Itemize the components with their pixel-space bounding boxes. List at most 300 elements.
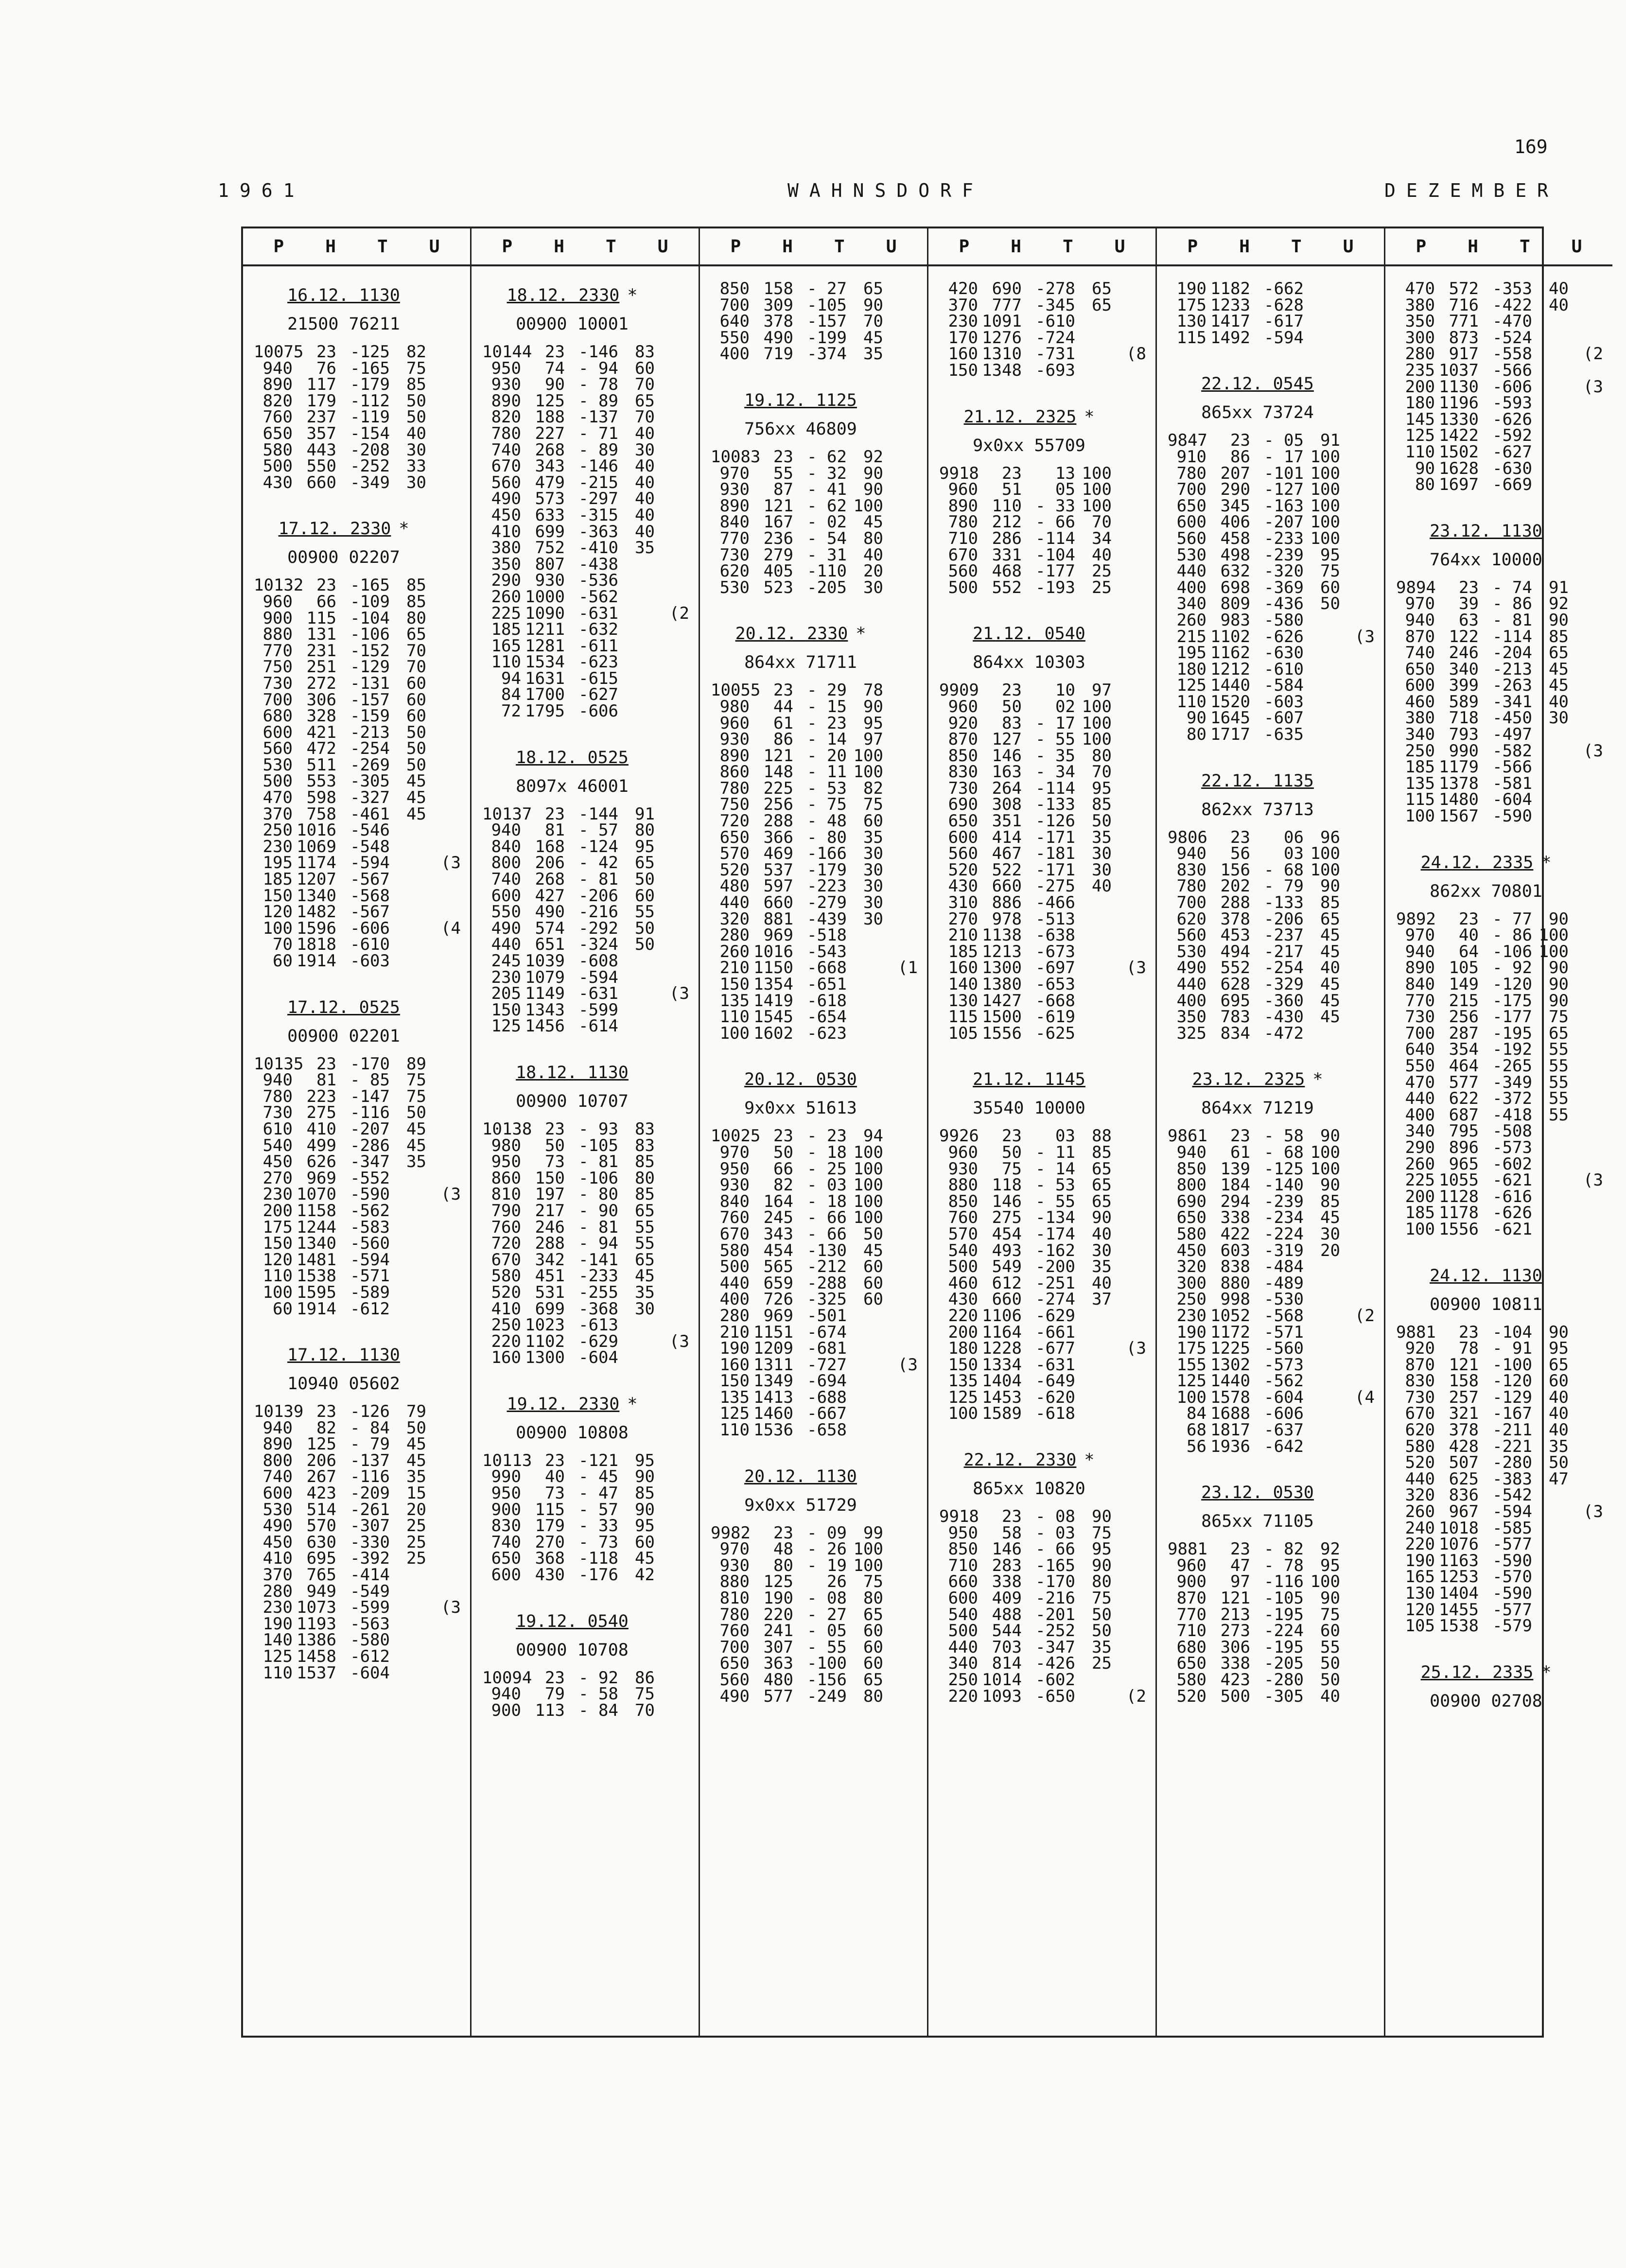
cell-pressure: 740 <box>491 440 521 460</box>
cell-temperature: -573 <box>1264 1355 1304 1375</box>
cell-temperature: -603 <box>350 951 390 971</box>
table-row <box>939 1341 1155 1357</box>
cell-height: 125 <box>535 391 565 411</box>
cell-pressure: 530 <box>1176 942 1206 961</box>
cell-height: 1556 <box>982 1023 1022 1043</box>
cell-note: (2 <box>669 603 689 623</box>
cell-note <box>426 1203 470 1220</box>
cell-temperature: -137 <box>350 1450 390 1470</box>
cell-note <box>426 475 470 491</box>
cell-note <box>1112 1390 1155 1406</box>
cell-height: 23 <box>545 1450 565 1470</box>
cell-temperature: - 86 <box>1492 594 1532 614</box>
cell-temperature: - 81 <box>578 1217 618 1237</box>
table-row <box>711 1686 927 1706</box>
cell-humidity <box>390 872 426 888</box>
cell-pressure: 9881 <box>1168 1539 1207 1559</box>
cell-pressure: 500 <box>948 577 978 597</box>
cell-height: 272 <box>306 673 336 693</box>
cell-pressure: 220 <box>948 1686 978 1706</box>
table-row <box>1168 878 1384 895</box>
cell-humidity: 85 <box>1320 1191 1340 1211</box>
table-row <box>482 967 699 987</box>
cell-humidity: 80 <box>635 820 655 840</box>
cell-height: 1130 <box>1439 377 1479 397</box>
table-row <box>1396 1536 1612 1553</box>
cell-height: 807 <box>535 554 565 574</box>
cell-note <box>655 1252 699 1269</box>
cell-humidity: 50 <box>1092 1621 1112 1641</box>
cell-height: 771 <box>1449 312 1479 331</box>
cell-temperature: -627 <box>1492 442 1532 462</box>
cell-humidity: 100 <box>1310 844 1340 864</box>
cell-humidity <box>1532 428 1569 444</box>
cell-height: 969 <box>763 1306 793 1326</box>
cell-humidity: 40 <box>1320 1686 1340 1706</box>
table-row <box>254 918 470 938</box>
cell-temperature: -599 <box>350 1598 390 1618</box>
table-row <box>1168 1275 1384 1292</box>
cell-pressure: 105 <box>1405 1616 1435 1636</box>
sounding-date-time: 23.12. 1130 <box>1430 521 1542 541</box>
cell-temperature: -261 <box>350 1500 390 1519</box>
cell-note <box>1340 1590 1384 1607</box>
table-row <box>711 682 927 699</box>
cell-height: 1016 <box>297 820 336 840</box>
cell-note <box>426 741 470 757</box>
cell-height: 121 <box>1449 1355 1479 1375</box>
cell-note <box>655 458 699 475</box>
cell-pressure: 150 <box>491 1000 521 1020</box>
table-row <box>482 442 699 459</box>
cell-temperature: -106 <box>578 1168 618 1188</box>
table-row <box>711 463 927 483</box>
cell-humidity <box>847 1422 883 1439</box>
cell-note <box>426 442 470 459</box>
cell-pressure: 150 <box>948 1355 978 1375</box>
cell-height: 632 <box>1220 561 1250 581</box>
cell-height: 500 <box>1220 1686 1250 1706</box>
cell-note <box>655 589 699 606</box>
cell-temperature: -195 <box>1264 1605 1304 1624</box>
cell-height: 1697 <box>1439 475 1479 495</box>
cell-note <box>883 1574 927 1590</box>
sounding-code: 00900 02201 <box>287 1026 400 1046</box>
table-row <box>1396 1042 1612 1058</box>
sounding-title <box>482 747 662 769</box>
table-row <box>254 1186 470 1203</box>
cell-temperature: - 90 <box>578 1201 618 1221</box>
cell-pressure: 9892 <box>1396 909 1436 929</box>
cell-note <box>1569 993 1612 1010</box>
cell-humidity: 50 <box>635 935 655 955</box>
table-row <box>254 1072 470 1089</box>
cell-pressure: 720 <box>491 1234 521 1254</box>
cell-note <box>1340 977 1384 993</box>
table-row <box>939 563 1155 580</box>
cell-note <box>883 1275 927 1292</box>
cell-height: 1534 <box>525 652 565 672</box>
cell-note <box>1340 449 1384 466</box>
cell-pressure: 780 <box>1176 463 1206 483</box>
table-row <box>711 1023 927 1043</box>
cell-temperature: -619 <box>1035 1007 1075 1027</box>
table-row <box>711 1607 927 1623</box>
cell-height: 703 <box>992 1637 1022 1657</box>
cell-temperature: -233 <box>578 1266 618 1286</box>
cell-pressure: 130 <box>1176 312 1206 331</box>
cell-note <box>426 1469 470 1485</box>
cell-pressure: 730 <box>1405 1387 1435 1407</box>
table-row <box>254 1086 470 1106</box>
sounding-code: 764xx 10000 <box>1430 550 1542 570</box>
cell-height: 414 <box>992 827 1022 847</box>
cell-height: 1404 <box>982 1371 1022 1391</box>
cell-note <box>1112 547 1155 564</box>
cell-temperature: - 94 <box>578 1234 618 1254</box>
cell-humidity: 40 <box>1549 1387 1569 1407</box>
cell-humidity: 80 <box>1092 746 1112 766</box>
cell-note <box>1569 1075 1612 1091</box>
cell-note <box>1340 1128 1384 1145</box>
cell-humidity <box>1304 1439 1340 1455</box>
cell-height: 1386 <box>297 1630 336 1650</box>
cell-temperature: -223 <box>807 876 847 896</box>
cell-note <box>1569 1602 1612 1619</box>
cell-temperature: -131 <box>350 673 390 693</box>
cell-height: 23 <box>316 1402 336 1422</box>
table-row <box>711 1406 927 1422</box>
cell-height: 1300 <box>982 958 1022 978</box>
cell-note <box>1340 1259 1384 1275</box>
cell-note <box>655 687 699 703</box>
cell-humidity: 100 <box>1310 1572 1340 1592</box>
column-header-label: P <box>959 236 970 257</box>
table-row <box>482 491 699 507</box>
column-header-label: T <box>377 236 388 257</box>
cell-height: 1179 <box>1439 757 1479 777</box>
cell-temperature: -200 <box>1035 1257 1075 1277</box>
cell-pressure: 930 <box>948 1159 978 1179</box>
sounding-block <box>1396 1662 1612 1712</box>
sounding-block <box>1396 852 1612 1238</box>
cell-note <box>1340 1275 1384 1292</box>
cell-note <box>1569 1390 1612 1406</box>
cell-pressure: 940 <box>262 1070 293 1090</box>
column-header-label: T <box>1520 236 1530 257</box>
cell-pressure: 135 <box>719 991 750 1011</box>
cell-height: 690 <box>992 279 1022 298</box>
cell-pressure: 470 <box>1405 279 1435 298</box>
cell-temperature: 13 <box>1055 463 1075 483</box>
cell-height: 1700 <box>525 685 565 705</box>
cell-height: 1628 <box>1439 458 1479 478</box>
table-row <box>1396 1520 1612 1537</box>
cell-height: 23 <box>1230 827 1250 847</box>
cell-humidity: 78 <box>863 680 883 700</box>
cell-temperature: - 62 <box>807 496 847 516</box>
cell-temperature: -368 <box>578 1299 618 1319</box>
table-row <box>1396 1023 1612 1043</box>
cell-note <box>1340 710 1384 727</box>
cell-temperature: -140 <box>1264 1175 1304 1195</box>
cell-humidity <box>1532 1172 1569 1189</box>
cell-note <box>655 540 699 557</box>
sounding-block <box>482 1611 699 1719</box>
cell-height: 167 <box>763 512 793 532</box>
cell-note <box>1569 461 1612 477</box>
cell-humidity: 30 <box>863 909 883 929</box>
cell-height: 552 <box>1220 958 1250 978</box>
sounding-date-time: 18.12. 2330 <box>507 286 620 305</box>
cell-height: 217 <box>535 1201 565 1221</box>
cell-note <box>655 442 699 459</box>
cell-note <box>1340 1210 1384 1226</box>
cell-height: 1378 <box>1439 773 1479 793</box>
cell-temperature: -125 <box>350 342 390 362</box>
table-row <box>254 1154 470 1170</box>
cell-humidity: 96 <box>1320 827 1340 847</box>
cell-temperature: -677 <box>1035 1339 1075 1359</box>
cell-humidity: 30 <box>1092 860 1112 880</box>
cell-temperature: -269 <box>350 755 390 775</box>
cell-humidity: 40 <box>1092 545 1112 565</box>
cell-pressure: 890 <box>719 746 750 766</box>
table-row <box>939 314 1155 330</box>
cell-temperature: -206 <box>1264 909 1304 929</box>
cell-pressure: 230 <box>491 967 521 987</box>
cell-height: 125 <box>306 1434 336 1454</box>
cell-height: 451 <box>535 1266 565 1286</box>
table-row <box>939 911 1155 928</box>
cell-humidity: 65 <box>1549 643 1569 663</box>
cell-note <box>1340 1161 1384 1178</box>
table-row <box>939 547 1155 564</box>
cell-pressure: 700 <box>1176 893 1206 913</box>
cell-pressure: 340 <box>1176 594 1206 614</box>
cell-height: 83 <box>1002 713 1022 733</box>
cell-humidity: 34 <box>1092 528 1112 548</box>
cell-note <box>426 594 470 611</box>
cell-note <box>883 1325 927 1341</box>
cell-temperature: -112 <box>350 391 390 411</box>
table-row <box>939 1191 1155 1211</box>
cell-height: 765 <box>306 1565 336 1585</box>
cell-pressure: 890 <box>262 1434 293 1454</box>
table-row <box>1168 433 1384 449</box>
cell-humidity <box>847 977 883 993</box>
cell-height: 331 <box>992 545 1022 565</box>
sounding-code: 00900 10707 <box>516 1091 629 1111</box>
cell-humidity <box>1532 1140 1569 1156</box>
cell-temperature: - 32 <box>807 463 847 483</box>
cell-humidity <box>1075 927 1112 944</box>
cell-pressure: 105 <box>948 1023 978 1043</box>
cell-temperature: -560 <box>1264 1339 1304 1359</box>
cell-humidity: 40 <box>1549 295 1569 315</box>
cell-humidity: 50 <box>635 870 655 890</box>
sounding-block <box>482 285 699 720</box>
table-row <box>1168 1341 1384 1357</box>
cell-height: 1330 <box>1439 409 1479 429</box>
cell-note <box>1569 710 1612 727</box>
cell-humidity <box>1304 1422 1340 1439</box>
cell-temperature: -668 <box>807 958 847 978</box>
cell-temperature: - 18 <box>807 1142 847 1162</box>
table-row <box>1168 1357 1384 1374</box>
cell-temperature: -252 <box>1035 1621 1075 1641</box>
cell-note <box>1112 911 1155 928</box>
cell-height: 1174 <box>297 853 336 873</box>
cell-note <box>426 773 470 790</box>
cell-note <box>1340 1640 1384 1656</box>
cell-pressure: 500 <box>719 1257 750 1277</box>
cell-height: 87 <box>773 480 793 500</box>
cell-temperature: -170 <box>1035 1572 1075 1592</box>
cell-humidity <box>618 687 655 703</box>
cell-pressure: 250 <box>1405 741 1435 761</box>
cell-pressure: 870 <box>1405 627 1435 646</box>
cell-note <box>655 1220 699 1236</box>
cell-humidity <box>390 888 426 905</box>
cell-pressure: 850 <box>948 1191 978 1211</box>
cell-note <box>1112 330 1155 347</box>
cell-temperature: -590 <box>350 1185 390 1204</box>
cell-height: 783 <box>1220 1007 1250 1027</box>
sounding-title <box>482 1611 662 1633</box>
cell-height: 549 <box>992 1257 1022 1277</box>
cell-humidity <box>1532 1487 1569 1504</box>
cell-humidity <box>1075 1672 1112 1689</box>
table-row <box>1396 911 1612 928</box>
cell-pressure: 185 <box>1405 757 1435 777</box>
sounding-title <box>711 1069 891 1091</box>
cell-temperature: -552 <box>350 1168 390 1188</box>
table-row <box>939 813 1155 830</box>
cell-height: 1404 <box>1439 1584 1479 1603</box>
cell-height: 23 <box>1230 1126 1250 1146</box>
cell-pressure: 440 <box>719 1273 750 1293</box>
cell-humidity: 95 <box>635 1516 655 1536</box>
table-row <box>482 524 699 541</box>
sounding-marker: * <box>399 519 409 539</box>
cell-humidity: 70 <box>635 375 655 395</box>
sounding-code: 9x0xx 55709 <box>973 436 1085 455</box>
cell-temperature: -620 <box>1035 1387 1075 1407</box>
cell-height: 363 <box>763 1654 793 1674</box>
table-row <box>254 806 470 823</box>
column-header <box>700 228 927 266</box>
cell-humidity: 85 <box>1320 893 1340 913</box>
cell-note <box>1569 281 1612 297</box>
cell-pressure: 165 <box>1405 1567 1435 1587</box>
cell-humidity: 60 <box>406 690 426 710</box>
cell-pressure: 280 <box>719 925 750 945</box>
table-row <box>482 472 699 492</box>
cell-pressure: 175 <box>1176 1339 1206 1359</box>
cell-pressure: 520 <box>719 860 750 880</box>
table-row <box>482 1301 699 1318</box>
cell-temperature: - 54 <box>807 528 847 548</box>
cell-temperature: -604 <box>1492 790 1532 810</box>
table-row <box>1168 1656 1384 1672</box>
cell-temperature: -130 <box>807 1240 847 1260</box>
cell-pressure: 890 <box>491 391 521 411</box>
cell-note <box>883 1210 927 1226</box>
column-header-label: T <box>1063 236 1073 257</box>
cell-note <box>883 895 927 911</box>
cell-note <box>1112 927 1155 944</box>
sounding-date-time: 23.12. 2325 <box>1192 1070 1305 1090</box>
table-row <box>1396 379 1612 396</box>
cell-height: 23 <box>545 342 565 362</box>
table-row <box>1168 1023 1384 1043</box>
table-row <box>939 862 1155 879</box>
cell-note <box>1569 1042 1612 1058</box>
cell-note <box>426 822 470 839</box>
cell-temperature: -604 <box>578 1348 618 1368</box>
cell-note: (3 <box>441 1185 461 1204</box>
cell-pressure: 130 <box>948 991 978 1011</box>
cell-height: 1310 <box>982 344 1022 364</box>
cell-height: 1717 <box>1210 725 1250 745</box>
cell-height: 1419 <box>753 991 793 1011</box>
cell-humidity <box>390 1220 426 1236</box>
cell-height: 1163 <box>1439 1551 1479 1570</box>
cell-humidity: 100 <box>1310 528 1340 548</box>
cell-humidity <box>390 1186 426 1203</box>
cell-pressure: 940 <box>1405 610 1435 630</box>
table-row <box>482 1282 699 1302</box>
cell-temperature: -627 <box>578 685 618 705</box>
cell-height: 1172 <box>1210 1322 1250 1342</box>
cell-height: 1380 <box>982 975 1022 994</box>
cell-temperature: -239 <box>1264 545 1304 565</box>
cell-height: 146 <box>992 746 1022 766</box>
cell-humidity <box>390 1632 426 1649</box>
table-row <box>1168 1191 1384 1211</box>
cell-height: 917 <box>1449 344 1479 364</box>
sounding-date-time: 19.12. 2330 <box>507 1394 620 1414</box>
table-row <box>1168 1672 1384 1689</box>
cell-temperature: -426 <box>1035 1654 1075 1674</box>
cell-temperature: -589 <box>350 1282 390 1302</box>
cell-pressure: 710 <box>948 1555 978 1575</box>
cell-humidity: 70 <box>1092 762 1112 782</box>
cell-pressure: 250 <box>491 1315 521 1335</box>
cell-note <box>1340 466 1384 482</box>
cell-temperature: -265 <box>1492 1056 1532 1076</box>
table-row <box>1168 1322 1384 1342</box>
cell-height: 215 <box>1449 991 1479 1011</box>
cell-height: 268 <box>535 870 565 890</box>
cell-temperature: - 08 <box>807 1588 847 1608</box>
table-row <box>711 1590 927 1607</box>
cell-humidity: 30 <box>406 440 426 460</box>
table-row <box>939 1023 1155 1043</box>
cell-height: 544 <box>992 1621 1022 1641</box>
cell-height: 121 <box>1220 1588 1250 1608</box>
cell-note: (4 <box>441 918 461 938</box>
cell-note <box>1340 727 1384 743</box>
cell-temperature: -213 <box>350 722 390 742</box>
cell-height: 965 <box>1449 1154 1479 1174</box>
cell-temperature: -154 <box>350 423 390 443</box>
cell-temperature: -418 <box>1492 1105 1532 1125</box>
sounding-date-time: 19.12. 1125 <box>744 390 857 410</box>
cell-note <box>1112 944 1155 960</box>
cell-humidity <box>1304 1275 1340 1292</box>
